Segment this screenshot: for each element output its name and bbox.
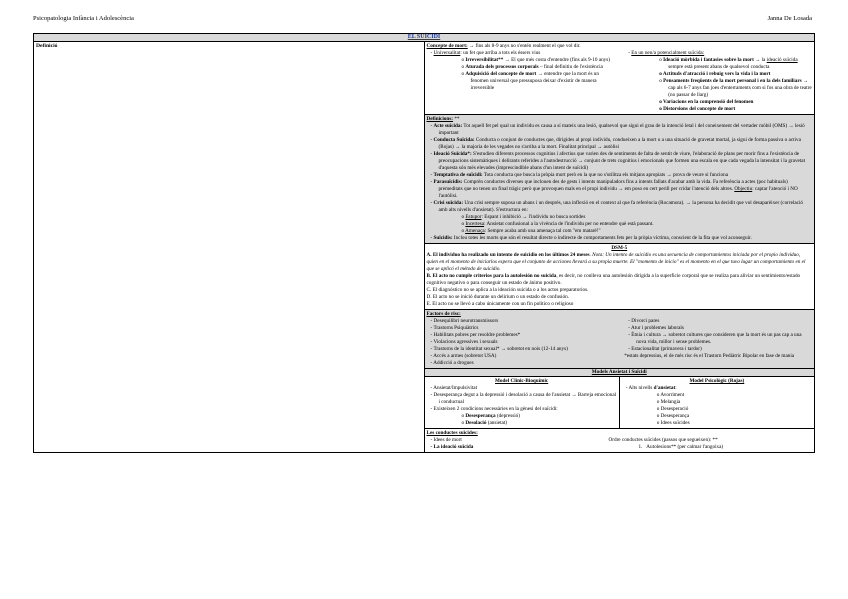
model-clinic-title: Model Clínic-Bioquímic <box>495 378 549 384</box>
conductes-heading: Les conductes suïcides: <box>426 430 478 436</box>
dsm-heading: DSM-5 <box>611 245 628 251</box>
model-l3a-bold: Desesperança <box>465 413 496 419</box>
model-l3: Existeixen 2 condicions necessàries en la gènesi del suïcidi: <box>433 406 558 412</box>
r1-bold: Ideació mòrbida i fantasies sobre la mort <box>663 57 754 63</box>
dsm-a-note: Nota: Un intento de suicidio es una secuencia de comportamientos iniciada por el propio individuo, quien en el momento de iniciarlos espera que el conjunto de acciones llevará a su propia muerte. El "momento de inicio" es el momento en el que tuvo lugar un comportamiento en el que se aplicó el método de suicidio. <box>426 252 806 272</box>
d4-bold: Temptativa de suïcidi: <box>433 172 483 178</box>
d7-bold: Suïcidis: <box>433 235 453 241</box>
dsm-c: C. El diagnóstico no se aplica a la ideación suicida o a los actos preparatorios. <box>426 287 589 293</box>
s3-text: : Sempre acaba amb una amenaça tal com "em mataré!" <box>484 228 601 234</box>
model-r-item: Desesperança <box>660 413 690 419</box>
risc-note: *estats depressius, el de més risc és el Trastorn Pediàtric Bipolar en fase de mania <box>624 353 795 359</box>
concepte-intro: fins als 8-9 anys no s'entén realment el que vol dir. <box>474 43 581 49</box>
model-r-intro-colon: : <box>675 385 677 391</box>
d6-text: Una crisi sempre suposa un abans i un després, una inflexió en el context al que fa referència (Rocamora). → la persona ha decidit que vol desaparèixer (correlació amb alts nivells d'ansietat). S'estructura en: <box>438 200 804 213</box>
sub3-bold: Adquisició del concepte de mort <box>465 71 537 77</box>
r4: Variacions en la comprensió del fenomen <box>663 99 754 105</box>
risc-left-item: Trastorns de la identitat sexual* → sobretot en nois (12-14 anys) <box>433 346 568 352</box>
r3-bold: Pensaments freqüents de la mort personal i en la dels familiars <box>663 78 802 84</box>
dsm-a-bold: A. El individuo ha realizado un intento de suicidio en los últimos 24 meses <box>426 252 590 258</box>
r1-text2: sempre està present abans de qualsevol conducta <box>668 64 770 70</box>
dsm-b-text: , es decir, no conlleva una autolesión dirigida a la superficie corporal que se realiza para aliviar un sentimiento/estado cognitivo negativo o para conseguir un estado de ánimo positivo. <box>426 273 801 286</box>
model-l1: Ansietat/Impulsivitat <box>433 385 478 391</box>
d1-bold: Acte suïcida: <box>433 123 463 129</box>
risc-cell: Factors de risc: - Desequilibri neurotransmissors - Trastorns Psiquiàtrics - Habilitats pobres per resoldre problemes* - Violacions agressives i sexuals - Trastorns de la identitat sexual* → sobretot en nois (12-14 anys) - Accés a armes (sobretot USA) - Addicció a drogues - Divorci pares - Atur i problemes laborals - Ètnia i cultura → sobretot cultures que consideren que la mort és un pas cap a una nova vida, millor i sense problemes. - Estacionalitat (primavera i tardor) *estats depressius, el de més risc és el Trastorn Pediàtric Bipolar en fase de mania <box>424 310 815 369</box>
r1-text1: la <box>760 57 767 63</box>
model-l3a-text: (depressió) <box>495 413 521 419</box>
header-right: Janna De Losada <box>767 15 812 22</box>
universalitat-text: : un fet que arriba a tots els éssers vius <box>460 50 541 56</box>
s1-text: : Espant i inhibició → l'individu no busca sortides <box>481 214 586 220</box>
r2: Actituds d'atracció i rebuig vers la vida i la mort <box>662 71 771 77</box>
sub1-bold: Irreversibilitat** <box>465 57 504 63</box>
model-l3b-text: (ansietat) <box>486 420 508 426</box>
risc-right-item: Atur i problemes laborals <box>631 325 684 331</box>
concepte-cell: Concepte de mort: → fins als 8-9 anys no s'entén realment el que vol dir. - Universalitat: un fet que arriba a tots els éssers vius o Irreversibilitat** → El que més costa d'entendre (fins als 9-10 anys) o Aturada dels processos corporals – final definitiu de l'existència o Adquisició del concepte de mort → entendre que la mort és un fenomen universal que pressuposa deixar d'existir de manera irreversible - En un nen/a potencialment suïcida: o Ideació mòrbida i fantasies sobre la mort → la ideació suïcida sempre està present abans de qualsevol conducta o Actituds d'atracció i rebuig vers la vida i la mort o Pensaments freqüents de la mort personal i en la dels familiars → cap als 6-7 anys fan joes d'enterraments com si fos una obra de teatre (no passar de llarg) o Variacions en la comprensió del fenomen o Distorsions del concepte de mort <box>424 42 815 115</box>
s3-underline: Amenaça <box>465 228 485 234</box>
d2-bold: Conducta Suïcida: <box>433 137 475 143</box>
s1-underline: Estupor <box>465 214 482 220</box>
potencial-intro: En un nen/a potencialment suïcida: <box>631 50 705 56</box>
risc-left-item: Trastorns Psiquiàtrics <box>433 325 479 331</box>
r3-text: cap als 6-7 anys fan joes d'enterraments com si fos una obra de teatre (no passar de llarg) <box>668 85 812 98</box>
model-r-intro: Alts nivells <box>628 385 654 391</box>
d1-text: Tot aquell fet pel qual un individu es causa a sí mateix una lesió, qualsevol que sigui el grau de la intenció letal i del coneixement del vertader mòbil (OMS) → lesió important <box>438 123 805 136</box>
models-heading: Models Ansietat i Suïcidi <box>425 369 815 377</box>
d2-text: Conducta o conjunt de conductes que, dirigides al propi individu, condueixen a la mort o a una situació de gravetat mortal, ja sigui de forma passiva o activa (Rojas) → la majoria de les vegades no s'arriba a la mort. Finalitat principal → autòlisi <box>438 137 801 150</box>
d7-text: Inclou totes les morts que són el resultat directe o indirecte de comportaments fets per la pròpia víctima, conscient de la fita que vol aconseguir. <box>452 235 752 241</box>
r1-underline: ideació suïcida <box>766 57 798 63</box>
risc-left-item: Habilitats pobres per resoldre problemes* <box>433 332 521 338</box>
model-r-intro-bold: d'ansietat <box>653 385 676 391</box>
d6-bold: Crisi suïcida: <box>433 200 464 206</box>
model-l3b-bold: Desolació <box>465 420 487 426</box>
d3-text: S'estudien diferents processos cognitius i afectius que varien des de sentiments de falta de sentit de viure, l'elaboració de plans per morir fins a l'existència de preocupacions sistemàtiques i delirants referides a l'autodestrucció → conjunt de trets cognitius i emocionals que formen una escala en que cada vegada la intensitat i la gravetat d'aquesta són més elevades (imprescindible abans d'un intent de suïcidi) <box>438 151 806 171</box>
row-label: Definició <box>34 42 425 453</box>
model-r-item: Melangia <box>660 399 681 405</box>
concepte-heading: Concepte de mort: <box>426 43 468 49</box>
s2-underline: Incertesa <box>465 221 485 227</box>
document-table <box>33 33 815 453</box>
dsm-a-text: . <box>589 252 593 258</box>
risc-left-item: Accés a armes (sobretot USA) <box>433 353 497 359</box>
model-r-item: Idees suïcides <box>660 420 690 426</box>
model-r-item: Avorriment <box>660 392 685 398</box>
d5-text1: Comprèn conductes diverses que inclouen des de gests i intents manipuladors fins a intents fallats d'acabar amb la vida. Fa referència a actes (poc habituals) premeditats que no tenen un final tràgic però que provoquen mals en el propi individu → em poso en cert perill per cridar l'atenció dels altres. <box>438 179 788 192</box>
definicions-cell: Definicions: ** - Acte suïcida: Tot aquell fet pel qual un individu es causa a sí mateix una lesió, qualsevol que sigui el grau de la intenció letal i del coneixement del vertader mòbil (OMS) → lesió important - Conducta Suïcida: Conducta o conjunt de conductes que, dirigides al propi individu, condueixen a la mort o a una situació de gravetat mortal, ja sigui de forma passiva o activa (Rojas) → la majoria de les vegades no s'arriba a la mort. Finalitat principal → autòlisi - Ideació Suïcida*: S'estudien diferents processos cognitius i afectius que varien des de sentiments de falta de sentit de viure, l'elaboració de plans per morir fins a l'existència de preocupacions sistemàtiques i delirants referides a l'autodestrucció → conjunt de trets cognitius i emocionals que formen una escala en que cada vegada la intensitat i la gravetat d'aquesta són més elevades (imprescindible abans d'un intent de suïcidi) - Temptativa de suïcidi: Tota conducta que busca la pròpia mort però en la que no s'utilitza els mitjans apropiats → prova de veure si funciona - Parasuïcidis: Comprèn conductes diverses que inclouen des de gests i intents manipuladors fins a intents fallats d'acabar amb la vida. Fa referència a actes (poc habituals) premeditats que no tenen un final tràgic però que provoquen mals en el propi individu → em poso en cert perill per cridar l'atenció dels altres. Objectiu: captar l'atenció i NO l'autòlisi. - Crisi suïcida: Una crisi sempre suposa un abans i un després, una inflexió en el context al que fa referència (Rocamora). → la persona ha decidit que vol desaparèixer (correlació amb alts nivells d'ansietat). S'estructura en: o Estupor: Espant i inhibició → l'individu no busca sortides o Incertesa: Ansietat confusional a la vivència de l'individu per no entendre què està passant. o Amenaça: Sempre acaba amb una amenaça tal com "em mataré!" - Suïcidis: Inclou totes les morts que són el resultat directe o indirecte de comportaments fets per la pròpia víctima, conscient de la fita que vol aconseguir. <box>424 115 815 244</box>
sub1-text: El que més costa d'entendre (fins als 9-10 anys) <box>509 57 611 63</box>
dsm-e: E. El acto no se llevó a cabo únicamente con un fin político o religioso <box>426 301 574 307</box>
r5: Distorsions del concepte de mort <box>663 106 736 112</box>
conductes-cell: Les conductes suïcides: - Idees de mort Ordre conductes suïcides (passos que segueixen): ** - La ideació suïcida 1. Autolesions** (per calmar l'angoixa) <box>424 429 815 453</box>
conducta-1: Idees de mort <box>433 437 462 443</box>
dsm-d: D. El acto no se inició durante un delirium o un estado de confusión. <box>426 294 569 300</box>
risc-heading: Factors de risc: <box>426 311 461 317</box>
ordre-item-1: Autolesions** (per calmar l'angoixa) <box>646 444 724 450</box>
conducta-2: La ideació suïcida <box>433 444 474 450</box>
s2-text: : Ansietat confusional a la vivència de l'individu per no entendre què està passant. <box>484 221 654 227</box>
dsm-b-bold: B. El acto no cumple criterios para la autolesión no suicida <box>426 273 557 279</box>
d4-text: Tota conducta que busca la pròpia mort però en la que no s'utilitza els mitjans apropiats → prova de veure si funciona <box>482 172 728 178</box>
definicions-heading: Definicions: <box>426 116 454 122</box>
model-psicologic-title: Model Psicològic (Rojas) <box>689 378 745 384</box>
dsm-cell <box>424 244 815 310</box>
models-cell: Models Ansietat i Suïcidi Model Clínic-Bioquímic - Ansietat/Impulsivitat - Desesperança degut a la depressió i desolació a causa de l'ansietat → Barreja emocional i conductual - Existeixen 2 condicions necessàries en la gènesi del suïcidi: o Desesperança (depressió) o Desolació (ansietat) Model Psicològic (Rojas) - Alts nivells d'ansietat: o Avorriment o Melangia o Desesperació o Desesperança o Idees suïcides <box>424 369 815 429</box>
universalitat-label: Universalitat <box>433 50 461 56</box>
risc-left-item: Desequilibri neurotransmissors <box>433 318 499 324</box>
header-left: Psicopatologia Infància i Adolescència <box>33 15 134 22</box>
sub2-bold: Aturada dels processos corporals <box>465 64 539 70</box>
ordre-conductes: Ordre conductes suïcides (passos que segueixen): ** <box>608 437 718 443</box>
risc-left-item: Violacions agressives i sexuals <box>433 339 498 345</box>
d5-underline: Objectiu <box>734 186 753 192</box>
document-title: EL SUÏCIDI <box>34 34 815 42</box>
d3-bold: Ideació Suïcida*: <box>433 151 472 157</box>
sub3-text: entendre que la mort és un fenomen universal que pressuposa deixar d'existir de manera irreversible <box>470 71 599 91</box>
sub2-text: – final definitiu de l'existència <box>538 64 603 70</box>
risc-left-item: Addicció a drogues <box>433 360 474 366</box>
risc-right-item: Estacionalitat (primavera i tardor) <box>631 346 702 352</box>
risc-right-item: Divorci pares <box>631 318 660 324</box>
d5-bold: Parasuïcidis: <box>433 179 463 185</box>
model-l2: Desesperança degut a la depressió i desolació a causa de l'ansietat → Barreja emocional i conductual <box>433 392 617 405</box>
risc-right-item: Ètnia i cultura → sobretot cultures que consideren que la mort és un pas cap a una nova vida, millor i sense problemes. <box>631 332 802 345</box>
d5-text2: : captar l'atenció i NO l'autòlisi. <box>438 186 798 199</box>
model-r-item: Desesperació <box>660 406 689 412</box>
ordre-num-1: 1. <box>638 444 643 450</box>
definicions-stars: ** <box>453 116 460 122</box>
